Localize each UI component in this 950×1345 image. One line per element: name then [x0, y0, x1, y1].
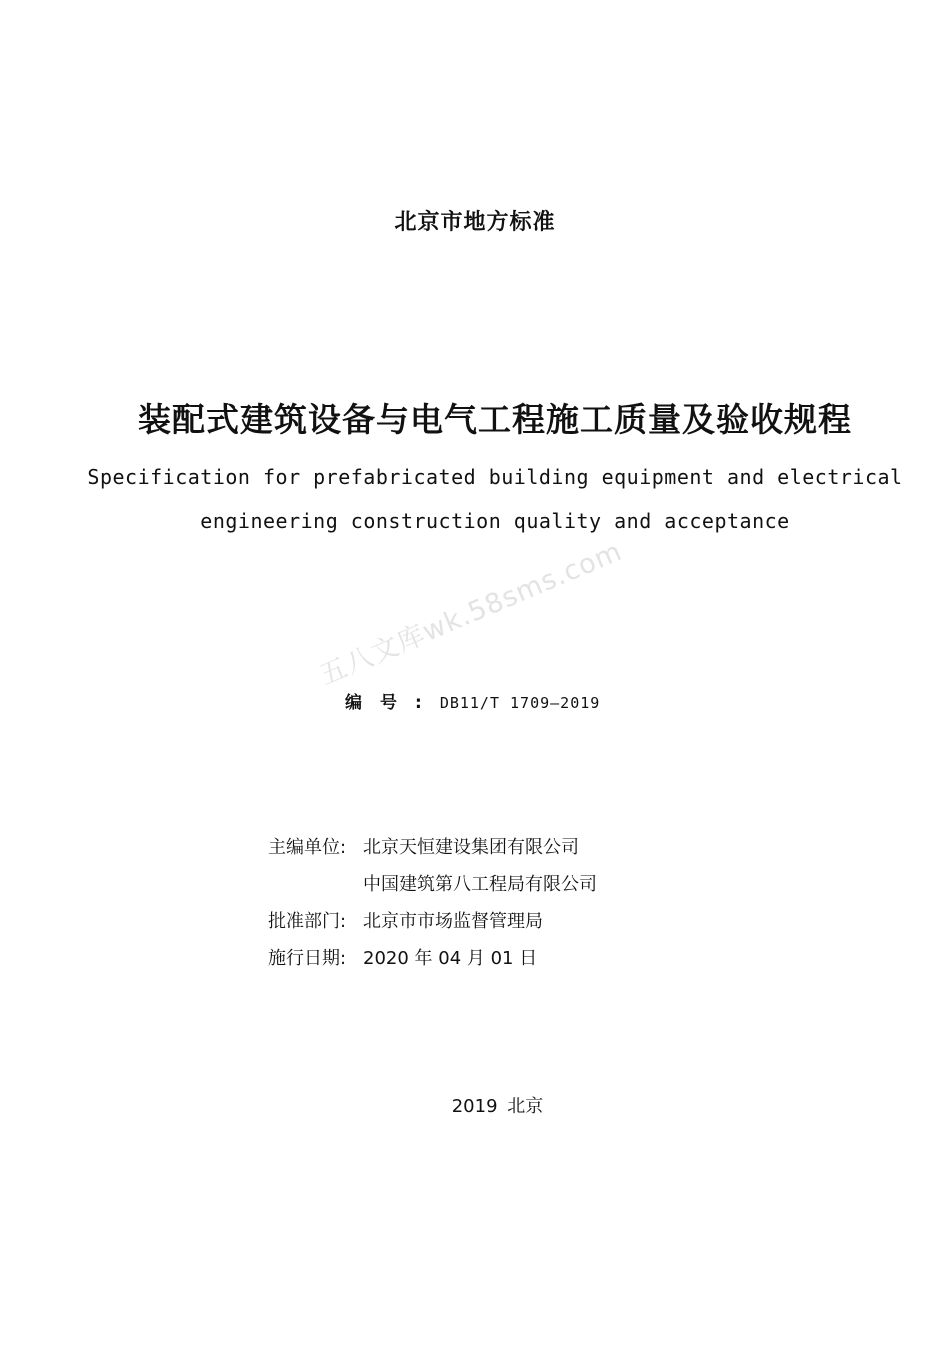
footer-year-place: 2019 北京	[451, 1096, 544, 1117]
approval-label: 批准部门:	[268, 911, 347, 932]
standard-code-label: 编号:	[345, 693, 440, 713]
effective-date-value: 2020 年 04 月 01 日	[363, 948, 538, 969]
chief-editor-value-1: 北京天恒建设集团有限公司	[363, 837, 579, 858]
approval-row	[268, 910, 543, 934]
approval-value: 北京市市场监督管理局	[363, 911, 543, 932]
title-english-line-1: Specification for prefabricated building equipment and electrical	[87, 465, 903, 489]
effective-date-row	[268, 947, 537, 971]
chief-editor-row	[268, 836, 579, 860]
effective-date-label: 施行日期:	[268, 948, 347, 969]
title-chinese: 装配式建筑设备与电气工程施工质量及验收规程	[138, 400, 852, 439]
standard-code-value: DB11/T 1709—2019	[439, 694, 601, 712]
chief-editor-label: 主编单位:	[268, 837, 347, 858]
standard-type: 北京市地方标准	[394, 210, 556, 235]
chief-editor-value-2: 中国建筑第八工程局有限公司	[363, 874, 597, 895]
chief-editor-row-2	[268, 873, 597, 897]
standard-code	[345, 688, 600, 713]
title-english-line-2: engineering construction quality and acceptance	[200, 509, 790, 533]
watermark: 五八文库wk.58sms.com	[315, 535, 627, 692]
